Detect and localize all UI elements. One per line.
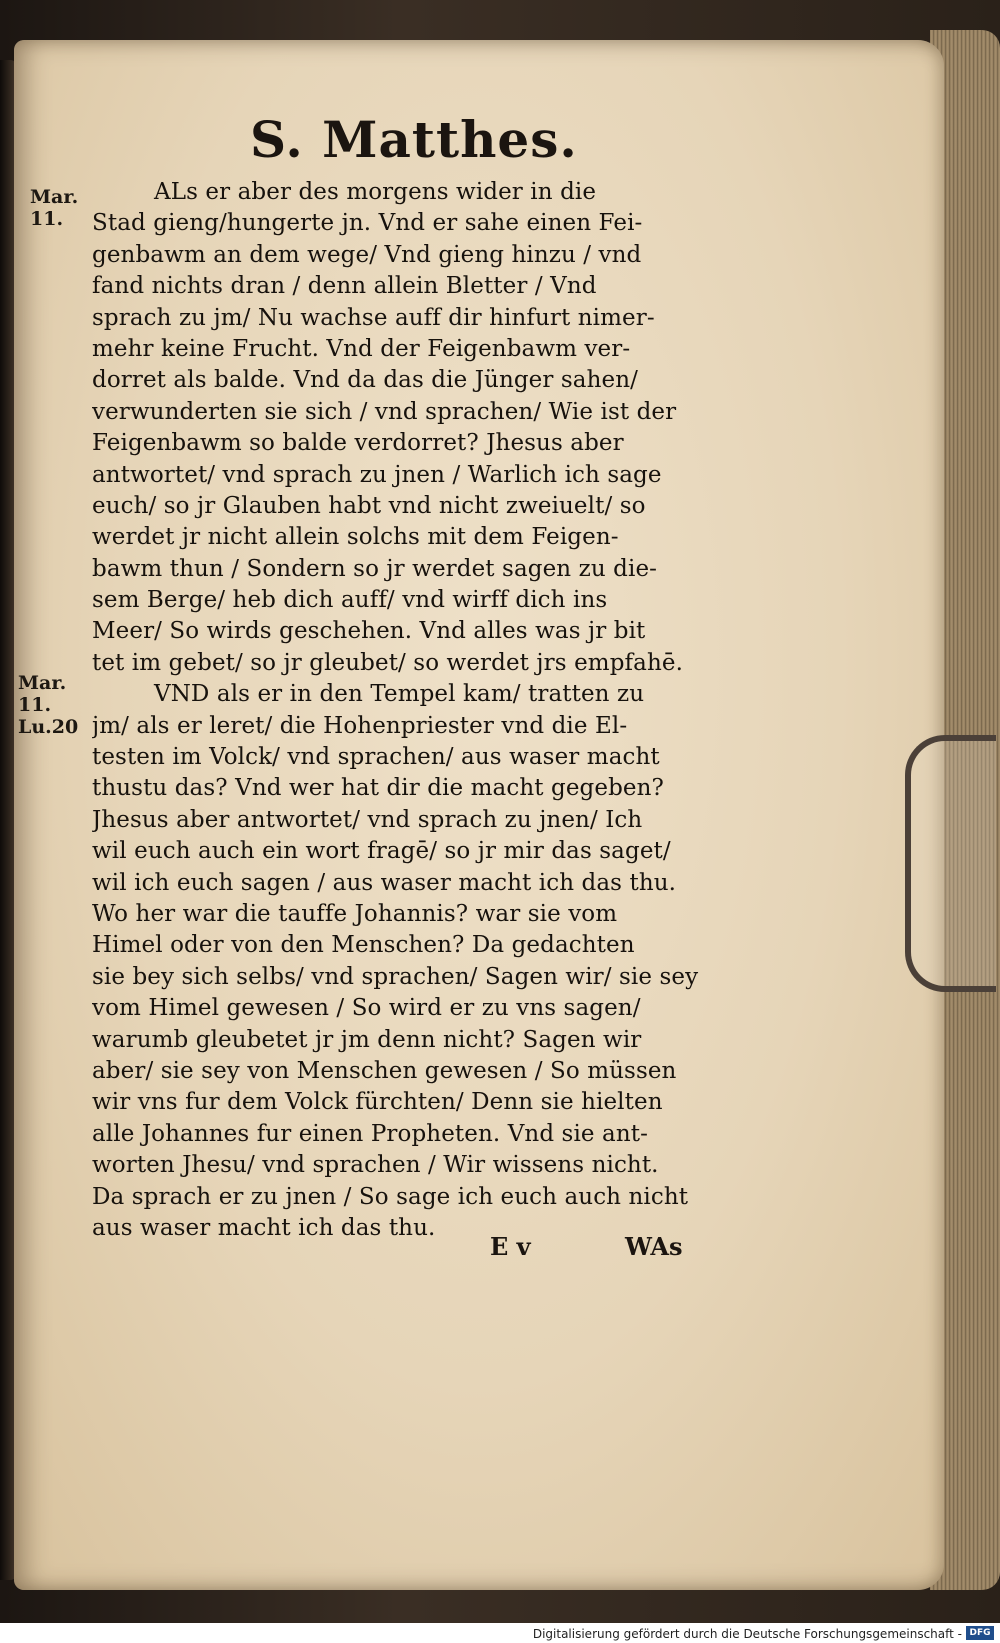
text-line: wil ich euch sagen / aus waser macht ich das thu.: [92, 869, 677, 896]
text-line: verwunderten sie sich / vnd sprachen/ Wie ist der: [92, 398, 677, 425]
text-line: werdet jr nicht allein solchs mit dem Feigen-: [92, 524, 619, 551]
text-line: bawm thun / Sondern so jr werdet sagen zu die-: [92, 555, 658, 582]
text-line: genbawm an dem wege/ Vnd gieng hinzu / vnd: [92, 241, 642, 268]
text-line: testen im Volck/ vnd sprachen/ aus waser macht: [92, 744, 660, 771]
footer-credit: Digitalisierung gefördert durch die Deutsche Forschungsgemeinschaft -: [532, 1627, 962, 1641]
text-line: fand nichts dran / denn allein Bletter / Vnd: [92, 273, 597, 300]
text-line: Jhesus aber antwortet/ vnd sprach zu jnen/ Ich: [92, 806, 643, 833]
text-line: dorret als balde. Vnd da das die Jünger sahen/: [92, 367, 638, 394]
text-line: Stad gieng/hungerte jn. Vnd er sahe einen Fei-: [92, 210, 643, 237]
catchword: WAs: [625, 1232, 683, 1261]
text-line: Himel oder von den Menschen? Da gedachten: [92, 932, 635, 959]
text-line: sem Berge/ heb dich auff/ vnd wirff dich ins: [92, 587, 608, 614]
text-line: ALs er aber des morgens wider in die: [154, 179, 597, 205]
text-line: mehr keine Frucht. Vnd der Feigenbawm ver-: [92, 335, 631, 362]
text-line: worten Jhesu/ vnd sprachen / Wir wissens nicht.: [92, 1152, 659, 1179]
dfg-logo: DFG: [966, 1626, 994, 1640]
text-line: aus waser macht ich das thu.: [92, 1214, 436, 1241]
margin-note-2: Mar. 11. Lu.20: [18, 672, 79, 738]
body-text: [92, 177, 707, 1244]
page-clip: [905, 735, 996, 992]
text-line: euch/ so jr Glauben habt vnd nicht zweiuelt/ so: [92, 492, 646, 519]
text-line: Meer/ So wirds geschehen. Vnd alles was jr bit: [92, 618, 646, 645]
text-line: aber/ sie sey von Menschen gewesen / So müssen: [92, 1057, 677, 1084]
text-line: antwortet/ vnd sprach zu jnen / Warlich ich sage: [92, 461, 662, 488]
text-line: wir vns fur dem Volck fürchten/ Denn sie hielten: [92, 1089, 663, 1116]
footer-bar: [0, 1623, 1000, 1643]
text-line: alle Johannes fur einen Propheten. Vnd sie ant-: [92, 1120, 648, 1147]
text-line: tet im gebet/ so jr gleubet/ so werdet jrs empfahē.: [92, 649, 683, 676]
text-line: sprach zu jm/ Nu wachse auff dir hinfurt nimer-: [92, 304, 655, 331]
text-line: thustu das? Vnd wer hat dir die macht gegeben?: [92, 775, 664, 802]
text-line: sie bey sich selbs/ vnd sprachen/ Sagen wir/ sie sey: [92, 963, 699, 990]
text-line: Feigenbawm so balde verdorret? Jhesus aber: [92, 430, 624, 457]
text-line: wil euch auch ein wort fragē/ so jr mir das saget/: [92, 838, 671, 865]
signature-mark: E v: [490, 1232, 531, 1261]
margin-note-1: Mar. 11.: [30, 186, 79, 230]
text-line: vom Himel gewesen / So wird er zu vns sagen/: [92, 995, 641, 1022]
text-line: Da sprach er zu jnen / So sage ich euch auch nicht: [92, 1183, 689, 1210]
page-title: S. Matthes.: [250, 110, 578, 169]
text-line: warumb gleubetet jr jm denn nicht? Sagen wir: [92, 1026, 642, 1053]
text-line: Wo her war die tauffe Johannis? war sie vom: [92, 900, 618, 927]
text-line: VND als er in den Tempel kam/ tratten zu: [154, 681, 645, 708]
text-line: jm/ als er leret/ die Hohenpriester vnd die El-: [92, 712, 628, 739]
